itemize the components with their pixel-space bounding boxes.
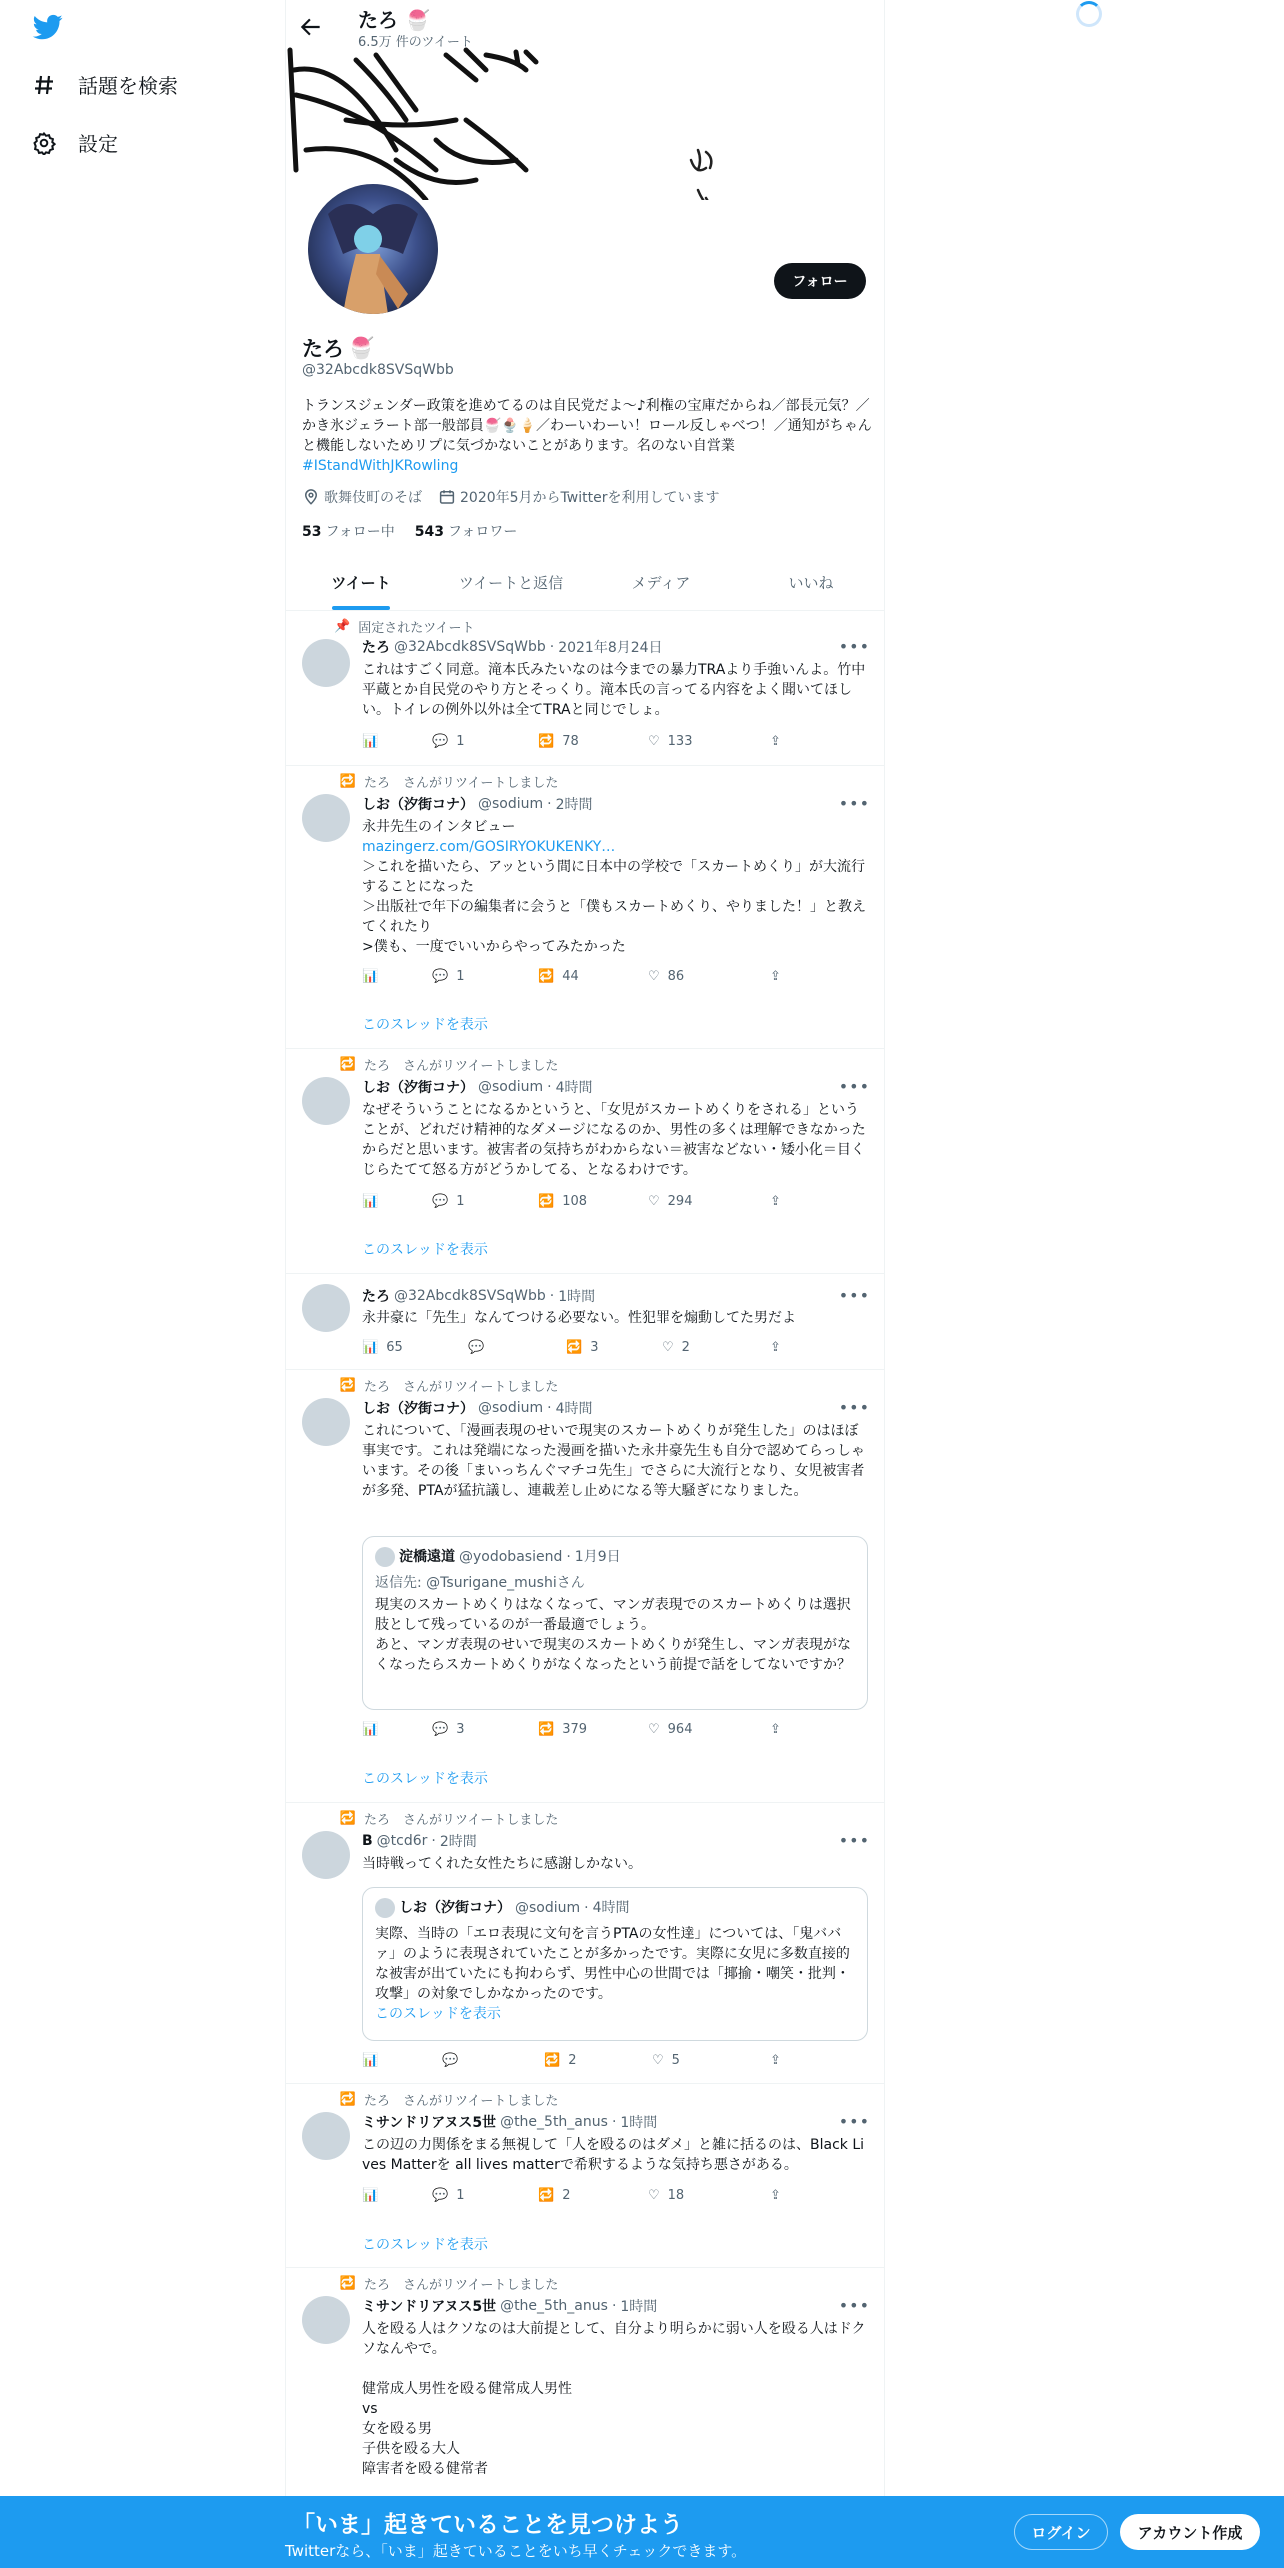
retweet-button[interactable]: 🔁 379 <box>538 1722 588 1737</box>
like-button[interactable]: ♡ 964 <box>648 1722 693 1737</box>
profile-joined: 2020年5月からTwitterを利用しています <box>438 487 719 507</box>
retweet-button[interactable]: 🔁 78 <box>538 734 579 749</box>
twitter-logo-icon[interactable] <box>30 12 66 42</box>
heart-icon: ♡ <box>648 969 660 984</box>
retweet-button[interactable]: 🔁 2 <box>538 2188 571 2203</box>
header-tweet-count: 6.5万 件のツイート <box>358 35 473 50</box>
tweet-text: 人を殴る人はクソなのは大前提として、自分より明らかに弱い人を殴る人はドクソなんやで。 健常成人男性を殴る健常成人男性 vs 女を殴る男 子供を殴る大人 障害者を殴る健常者 <box>362 2321 866 2477</box>
analytics-icon[interactable]: 📊 <box>362 734 379 749</box>
like-button[interactable]: ♡ 294 <box>648 1194 693 1209</box>
retweet-icon: 🔁 <box>538 2188 555 2203</box>
reply-icon: 💬 <box>432 734 449 749</box>
bio-hashtag-link[interactable]: #IStandWithJKRowling <box>302 458 459 474</box>
quote-text: 現実のスカートめくりはなくなって、マンガ表現でのスカートめくりは選択肢として残っているのが一番最適でしょう。 あと、マンガ表現のせいで現実のスカートめくりが発生し、マンガ表現がなくなったらスカートめくりがなくなったという前提で話をしてないですか？ <box>375 1597 851 1673</box>
reply-icon: 💬 <box>432 969 449 984</box>
heart-icon: ♡ <box>662 1340 674 1355</box>
tweet-text: この辺の力関係をまる無視して「人を殴るのはダメ」と雑に括るのは、Black Lives Matterを all lives matterで希釈するような気持ち悪さがある。 <box>362 2137 865 2173</box>
retweet-icon: 🔁 <box>544 2053 561 2068</box>
avatar[interactable] <box>302 2296 350 2344</box>
show-thread-link[interactable]: このスレッドを表示 <box>362 2237 488 2253</box>
share-icon[interactable]: ⇪ <box>770 2188 781 2203</box>
profile-name-emoji: 🍧 <box>348 335 375 360</box>
tweet-text: これはすごく同意。滝本氏みたいなのは今までの暴力TRAより手強いんよ。竹中平蔵とか自民党のやり方とそっくり。滝本氏の言ってる内容をよく聞いてほしい。トイレの例外以外は全てTRAと同じでしょ。 <box>362 662 866 718</box>
retweet-button[interactable]: 🔁 2 <box>544 2053 577 2068</box>
retweet-indicator: 🔁 たろ さんがリツイートしました <box>334 1376 558 1395</box>
share-icon[interactable]: ⇪ <box>770 1194 781 1209</box>
retweet-indicator: 🔁 たろ さんがリツイートしました <box>334 2274 558 2293</box>
analytics-icon[interactable]: 📊 <box>362 2053 379 2068</box>
reply-icon: 💬 <box>442 2053 459 2068</box>
signup-prompt-subtext: Twitterなら、「いま」起きていることをいち早くチェックできます。 <box>285 2542 747 2560</box>
more-options-icon[interactable]: ••• <box>838 794 870 813</box>
reply-button[interactable] <box>442 2053 458 2068</box>
show-thread-link[interactable]: このスレッドを表示 <box>362 1242 488 1258</box>
left-nav <box>0 0 285 2568</box>
quote-text: 実際、当時の「エロ表現に文句を言うPTAの女性達」については、「鬼ババァ」のように表現されていたことが多かったです。実際に女児に多数直接的な被害が出ていたにも拘わらず、男性中心の世間では「揶揄・嘲笑・批判・攻撃」の対象でしかなかったのです。 <box>375 1926 850 2002</box>
reply-icon: 💬 <box>432 1722 449 1737</box>
like-button[interactable]: ♡ 5 <box>652 2053 680 2068</box>
tweet-text: これについて、「漫画表現のせいで現実のスカートめくりが発生した」のはほぼ事実です。これは発端になった漫画を描いた永井豪先生も自分で認めてらっしゃいます。その後「まいっちんぐマチコ先生」でさらに大流行となり、女児被害者が多発、PTAが猛抗議し、連載差し止めになる等大騒ぎになりました。 <box>362 1423 865 1499</box>
quote-header: しお（汐街コナ） @sodium · 4時間 <box>375 1898 630 1918</box>
retweet-icon: 🔁 <box>566 1340 583 1355</box>
loading-spinner-icon <box>1076 1 1102 27</box>
more-options-icon[interactable]: ••• <box>838 1831 870 1850</box>
retweet-button[interactable]: 🔁 44 <box>538 969 579 984</box>
profile-tabs <box>286 555 885 611</box>
analytics-icon[interactable]: 📊 <box>362 1722 379 1737</box>
retweet-button[interactable]: 🔁 3 <box>566 1340 599 1355</box>
retweet-indicator: 🔁 たろ さんがリツイートしました <box>334 1055 558 1074</box>
nav-settings[interactable] <box>30 128 118 157</box>
tweet-text: 永井豪に「先生」なんてつける必要ない。性犯罪を煽動してた男だよ <box>362 1310 796 1326</box>
following-link[interactable]: 53 フォロー中 <box>302 524 395 540</box>
avatar[interactable] <box>302 1284 350 1332</box>
profile-header-bar <box>286 0 885 53</box>
tweet-text: 当時戦ってくれた女性たちに感謝しかない。 <box>362 1856 642 1872</box>
tweet-own[interactable] <box>286 1274 885 1370</box>
more-options-icon[interactable]: ••• <box>838 1398 870 1417</box>
retweet-icon: 🔁 <box>339 1378 356 1393</box>
login-button[interactable]: ログイン <box>1014 2514 1108 2550</box>
nav-settings-label: 設定 <box>78 132 118 156</box>
heart-icon: ♡ <box>652 2053 664 2068</box>
retweet-indicator: 🔁 たろ さんがリツイートしました <box>334 1809 558 1828</box>
tweet-retweet-6[interactable] <box>286 2268 885 2496</box>
retweet-icon: 🔁 <box>538 734 555 749</box>
avatar[interactable] <box>302 1831 350 1879</box>
nav-explore[interactable] <box>30 70 178 99</box>
show-thread-link[interactable]: このスレッドを表示 <box>362 1017 488 1033</box>
share-icon[interactable]: ⇪ <box>770 969 781 984</box>
nav-explore-label: 話題を検索 <box>78 74 178 98</box>
tweet-header: B @tcd6r · 2時間 <box>362 1833 477 1850</box>
profile-name: たろ 🍧 <box>302 335 375 361</box>
share-icon[interactable]: ⇪ <box>770 1340 781 1355</box>
profile-meta <box>302 487 719 507</box>
heart-icon: ♡ <box>648 1722 660 1737</box>
signup-prompt-headline: 「いま」起きていることを見つけよう <box>292 2512 683 2538</box>
retweet-button[interactable]: 🔁 108 <box>538 1194 588 1209</box>
followers-link[interactable]: 543 フォロワー <box>414 524 518 540</box>
analytics-button[interactable]: 📊 65 <box>362 1340 403 1355</box>
signup-prompt-bar <box>0 2496 1284 2568</box>
like-button[interactable]: ♡ 18 <box>648 2188 685 2203</box>
pinned-indicator: 📌 固定されたツイート <box>334 619 475 636</box>
hashtag-icon <box>30 71 58 99</box>
retweet-icon: 🔁 <box>538 1194 555 1209</box>
quoted-tweet[interactable] <box>362 1536 868 1710</box>
tab-likes[interactable]: いいね <box>788 574 834 592</box>
analytics-icon[interactable]: 📊 <box>362 1194 379 1209</box>
tab-tweets[interactable]: ツイート <box>286 555 436 610</box>
reply-button[interactable]: 💬 3 <box>432 1722 465 1737</box>
pin-icon: 📌 <box>334 619 351 634</box>
profile-counts <box>302 521 517 541</box>
analytics-icon[interactable]: 📊 <box>362 2188 379 2203</box>
avatar-illustration <box>308 184 438 314</box>
like-button[interactable]: ♡ 86 <box>648 969 685 984</box>
show-thread-link[interactable]: このスレッドを表示 <box>362 1771 488 1787</box>
more-options-icon[interactable]: ••• <box>838 2112 870 2131</box>
reply-icon: 💬 <box>468 1340 485 1355</box>
more-options-icon[interactable]: ••• <box>838 2296 870 2315</box>
header-title: たろ 🍧 <box>358 8 430 32</box>
retweet-icon: 🔁 <box>339 1811 356 1826</box>
tweet-pinned[interactable] <box>286 611 885 766</box>
profile-location: 歌舞伎町のそば <box>302 487 422 507</box>
avatar[interactable] <box>302 639 350 687</box>
retweet-icon: 🔁 <box>339 2092 356 2107</box>
retweet-icon: 🔁 <box>538 969 555 984</box>
heart-icon: ♡ <box>648 1194 660 1209</box>
reply-button[interactable]: 💬 1 <box>432 1194 465 1209</box>
reply-icon: 💬 <box>432 1194 449 1209</box>
tweet-link[interactable]: mazingerz.com/GOSIRYOKUKENKY… <box>362 839 616 855</box>
tweet-header: しお（汐街コナ） @sodium · 4時間 <box>362 1400 593 1417</box>
avatar[interactable] <box>302 2112 350 2160</box>
tweet-retweet-4[interactable] <box>286 1803 885 2084</box>
retweet-icon: 🔁 <box>339 1057 356 1072</box>
tab-tweets-and-replies[interactable]: ツイートと返信 <box>458 574 564 592</box>
share-icon[interactable]: ⇪ <box>770 1722 781 1737</box>
bio-text: トランスジェンダー政策を進めてるのは自民党だよ〜♪利権の宝庫だからね／部長元気？／かき氷ジェラート部一般部員🍧🍨🍦／わーいわーい！ロール反しゃべつ！／通知がちゃんと機能しないためリプに気づかないことがあります。名のない自営業 <box>302 398 872 454</box>
reply-icon: 💬 <box>432 2188 449 2203</box>
avatar[interactable] <box>302 1077 350 1125</box>
tweet-retweet-2[interactable] <box>286 1049 885 1274</box>
tweet-header: ミサンドリアヌス5世 @the_5th_anus · 1時間 <box>362 2298 658 2315</box>
like-button[interactable]: ♡ 2 <box>662 1340 690 1355</box>
quote-show-thread-link[interactable]: このスレッドを表示 <box>375 2006 501 2022</box>
quote-reply-to: 返信先: @Tsurigane_mushiさん <box>375 1575 585 1591</box>
share-icon[interactable]: ⇪ <box>770 734 781 749</box>
gear-icon <box>30 129 58 157</box>
retweet-indicator: 🔁 たろ さんがリツイートしました <box>334 772 558 791</box>
back-arrow-icon[interactable] <box>298 14 324 40</box>
retweet-indicator: 🔁 たろ さんがリツイートしました <box>334 2090 558 2109</box>
tweet-header: しお（汐街コナ） @sodium · 2時間 <box>362 796 593 813</box>
more-options-icon[interactable]: ••• <box>838 1286 870 1305</box>
reply-button[interactable]: 💬 1 <box>432 734 465 749</box>
tweet-header: たろ @32Abcdk8SVSqWbb · 2021年8月24日 <box>362 639 663 656</box>
quote-header: 淀橋遠道 @yodobasiend · 1月9日 <box>375 1547 621 1567</box>
tweet-text: なぜそういうことになるかというと、「女児がスカートめくりをされる」ということが、どれだけ精神的なダメージになるのか、男性の多くは理解できなかったからだと思います。被害者の気持ちがわからない＝被害などない・矮小化＝目くじらたてて怒る方がどうかしてる、となるわけです。 <box>362 1102 866 1178</box>
profile-bio <box>302 396 872 476</box>
tweet-retweet-5[interactable] <box>286 2084 885 2268</box>
tweet-text: 永井先生のインタビュー mazingerz.com/GOSIRYOKUKENKY… ＞これを描いたら、アッという間に日本中の学校で「スカートめくり」が大流行することになった ＞出版社で年下の編集者に会うと「僕もスカートめくり、やりました！」と教えてくれたり >僕も、一度でいいからやってみたかった <box>362 817 872 957</box>
follow-button[interactable]: フォロー <box>774 263 866 299</box>
avatar[interactable] <box>302 1398 350 1446</box>
quote-avatar <box>375 1547 395 1567</box>
retweet-icon: 🔁 <box>339 774 356 789</box>
quoted-tweet[interactable] <box>362 1887 868 2041</box>
reply-button[interactable]: 💬 1 <box>432 2188 465 2203</box>
retweet-icon: 🔁 <box>538 1722 555 1737</box>
more-options-icon[interactable]: ••• <box>838 1077 870 1096</box>
reply-button[interactable]: 💬 1 <box>432 969 465 984</box>
heart-icon: ♡ <box>648 734 660 749</box>
signup-button[interactable]: アカウント作成 <box>1120 2514 1260 2550</box>
header-emoji: 🍧 <box>404 8 430 32</box>
profile-column <box>285 0 885 2568</box>
calendar-icon <box>438 488 456 506</box>
more-options-icon[interactable]: ••• <box>838 637 870 656</box>
tab-media[interactable]: メディア <box>631 574 691 592</box>
tweet-retweet-3[interactable] <box>286 1370 885 1803</box>
profile-handle: @32Abcdk8SVSqWbb <box>302 362 454 378</box>
reply-button[interactable] <box>468 1340 484 1355</box>
share-icon[interactable]: ⇪ <box>770 2053 781 2068</box>
like-button[interactable]: ♡ 133 <box>648 734 693 749</box>
heart-icon: ♡ <box>648 2188 660 2203</box>
analytics-icon[interactable]: 📊 <box>362 969 379 984</box>
tweet-header: たろ @32Abcdk8SVSqWbb · 1時間 <box>362 1288 596 1305</box>
tweet-retweet-1[interactable] <box>286 766 885 1049</box>
retweet-icon: 🔁 <box>339 2276 356 2291</box>
avatar[interactable] <box>302 794 350 842</box>
location-pin-icon <box>302 488 320 506</box>
profile-avatar[interactable] <box>304 180 442 318</box>
analytics-icon: 📊 <box>362 1340 379 1355</box>
quote-avatar <box>375 1898 395 1918</box>
tweet-header: ミサンドリアヌス5世 @the_5th_anus · 1時間 <box>362 2114 658 2131</box>
tweet-header: しお（汐街コナ） @sodium · 4時間 <box>362 1079 593 1096</box>
